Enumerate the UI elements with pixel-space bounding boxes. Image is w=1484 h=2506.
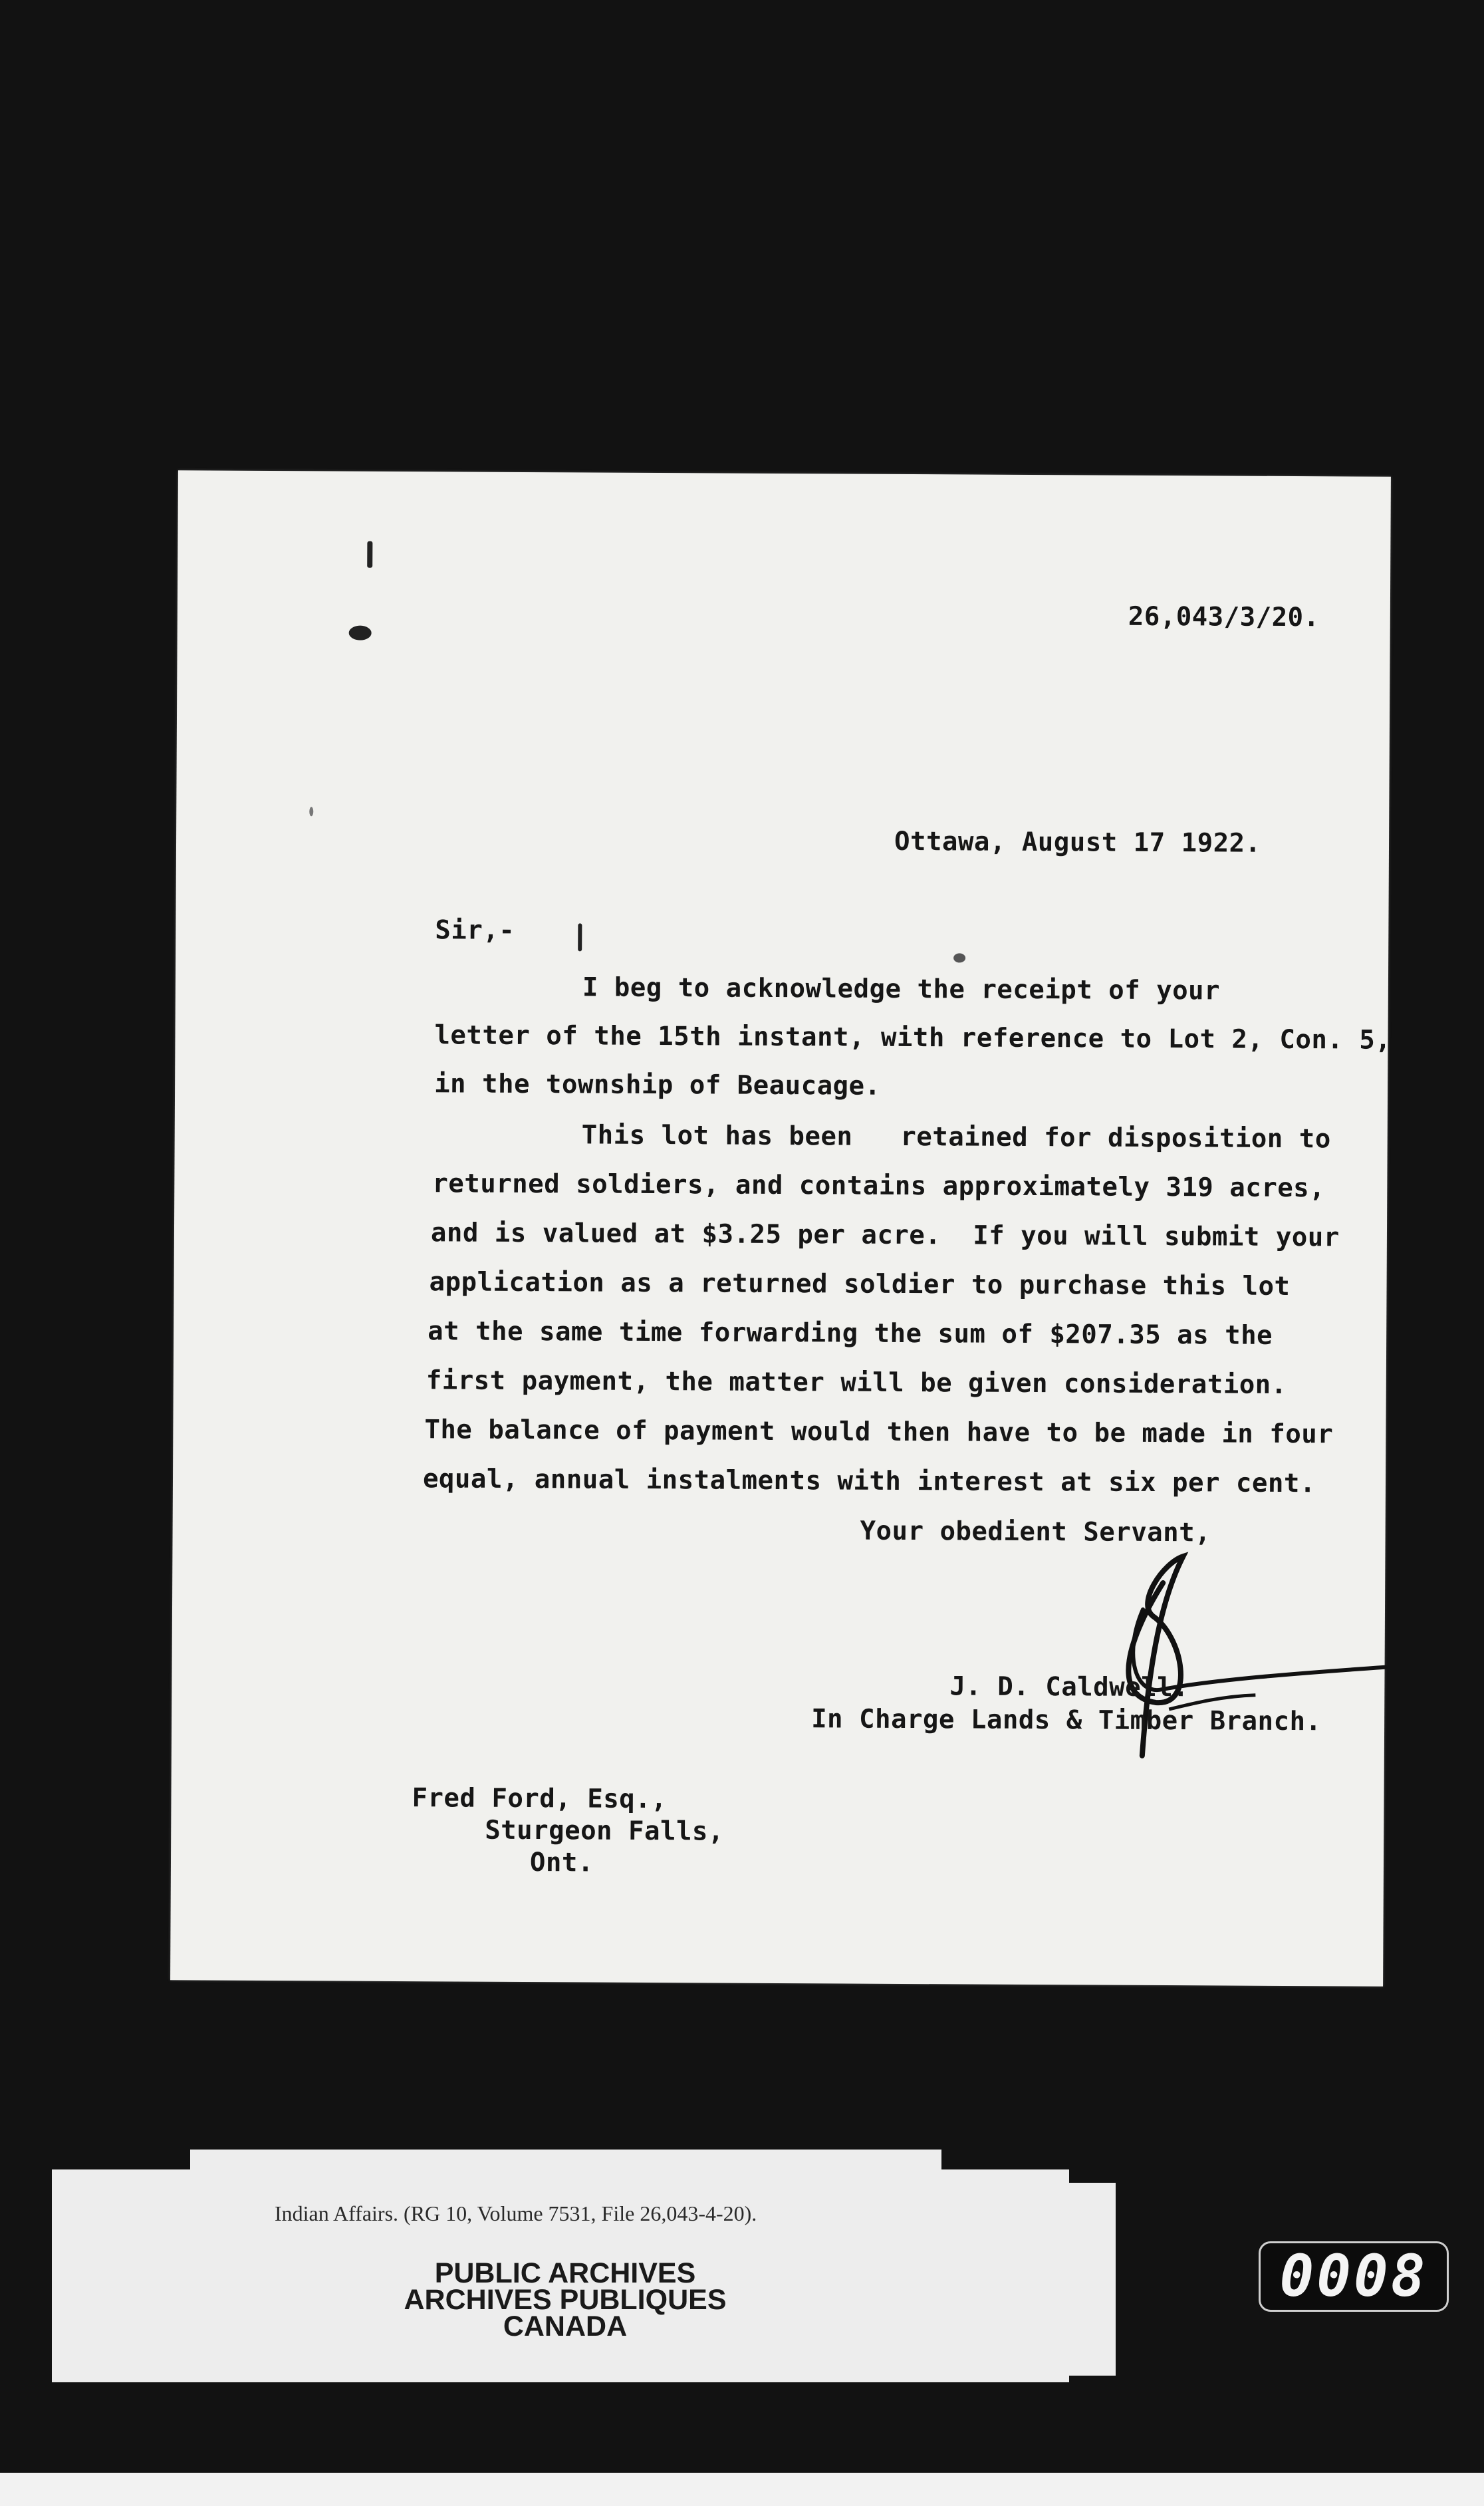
frame-number: 0008: [1259, 2241, 1449, 2312]
salutation: Sir,-: [435, 915, 515, 946]
archive-name-line: ARCHIVES PUBLIQUES: [404, 2284, 727, 2316]
body-line: letter of the 15th instant, with reference to Lot 2, Con. 5,: [434, 1020, 1392, 1055]
scan-mark: [578, 923, 582, 951]
body-line: I beg to acknowledge the receipt of your: [582, 972, 1221, 1006]
scan-mark: [349, 626, 372, 640]
film-edge: [0, 2473, 1484, 2506]
body-line: The balance of payment would then have to be made in four: [424, 1415, 1334, 1450]
body-line: and is valued at $3.25 per acre. If you will submit your: [430, 1218, 1340, 1253]
body-line: first payment, the matter will be given consideration.: [426, 1365, 1287, 1400]
scan-mark: [309, 807, 313, 816]
signatory-name: J. D. Caldwell.: [949, 1671, 1189, 1703]
body-line: at the same time forwarding the sum of $207.35 as the: [428, 1316, 1273, 1351]
letter-page: [170, 470, 1391, 1987]
archive-name-line: PUBLIC ARCHIVES: [434, 2257, 696, 2289]
scan-mark: [953, 953, 965, 962]
addressee-name: Fred Ford, Esq.,: [412, 1783, 668, 1815]
addressee-province: Ont.: [529, 1848, 594, 1878]
body-line: in the township of Beaucage.: [434, 1069, 881, 1101]
body-line: equal, annual instalments with interest at six per cent.: [422, 1464, 1316, 1499]
body-line: application as a returned soldier to purchase this lot: [429, 1267, 1291, 1302]
handwritten-signature: [1082, 1536, 1403, 1777]
label-tab: [190, 2150, 941, 2176]
archive-reference: Indian Affairs. (RG 10, Volume 7531, File 26,043-4-20).: [275, 2201, 757, 2225]
place-date: Ottawa, August 17 1922.: [894, 826, 1261, 859]
addressee-town: Sturgeon Falls,: [485, 1815, 725, 1847]
archive-name-line: CANADA: [503, 2310, 628, 2342]
file-number: 26,043/3/20.: [1128, 601, 1320, 633]
closing: Your obedient Servant,: [860, 1516, 1211, 1548]
body-line: This lot has been retained for disposition to: [581, 1120, 1331, 1155]
label-tab: [916, 2183, 1116, 2376]
scan-mark: [367, 541, 372, 568]
body-line: returned soldiers, and contains approximately 319 acres,: [432, 1169, 1326, 1204]
signatory-title: In Charge Lands & Timber Branch.: [811, 1704, 1322, 1737]
